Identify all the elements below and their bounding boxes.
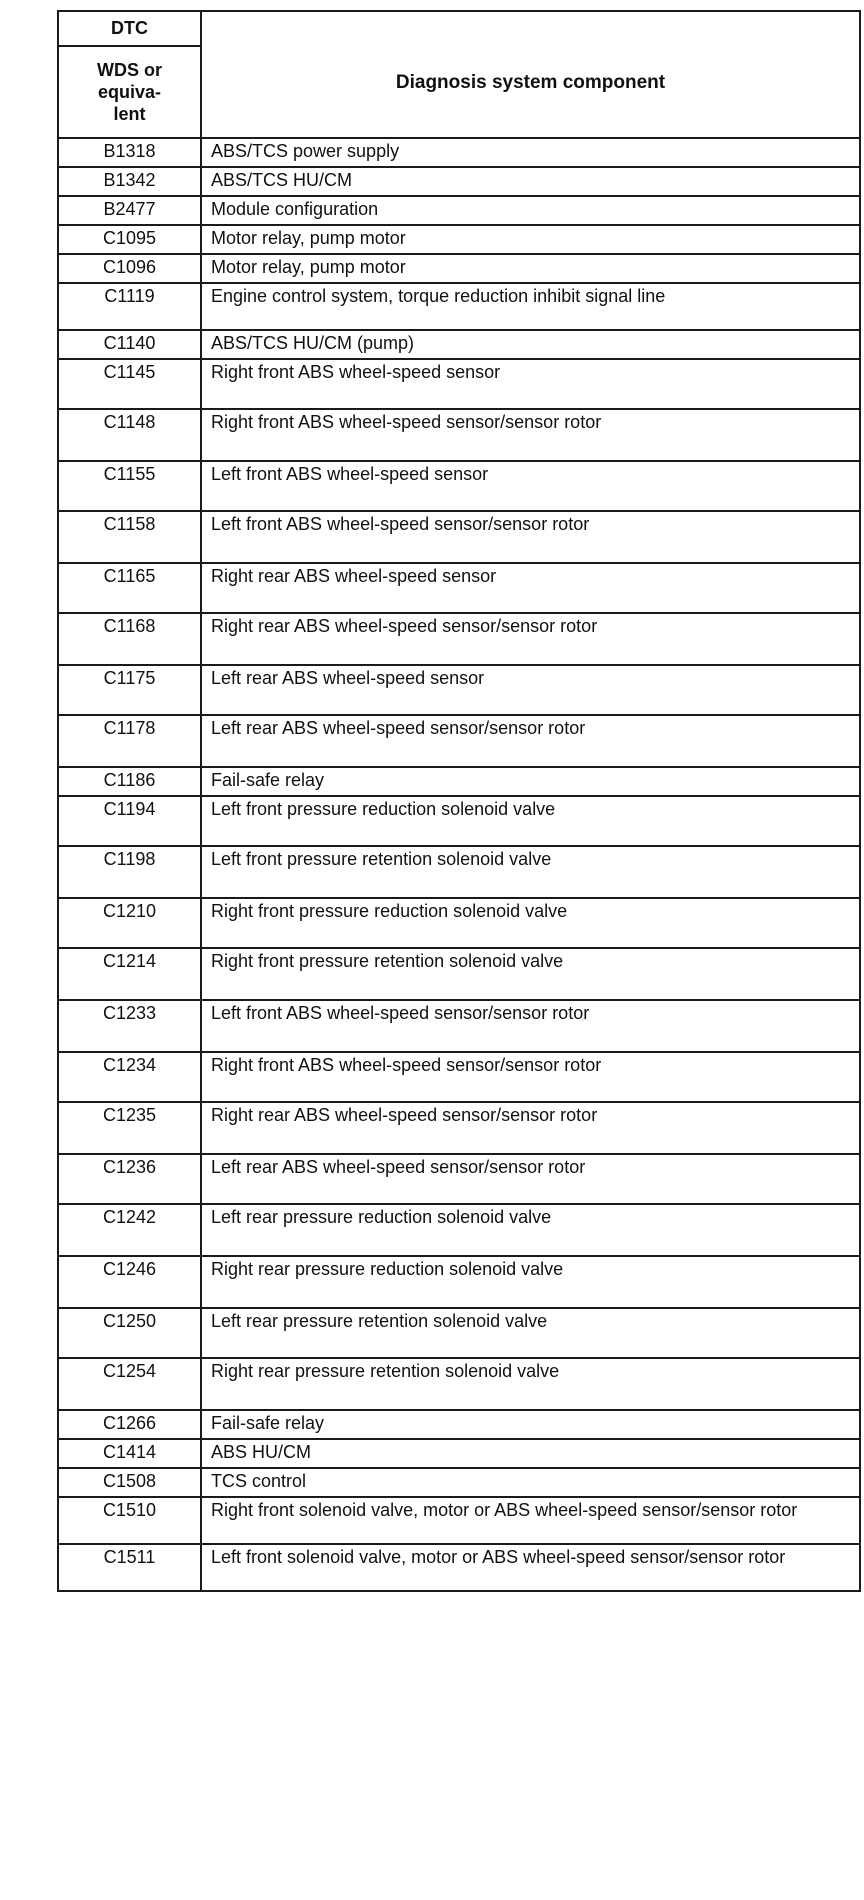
- component-desc: Left front ABS wheel-speed sensor/sensor rotor: [201, 511, 860, 563]
- component-desc: ABS/TCS HU/CM: [201, 167, 860, 196]
- dtc-code: C1140: [58, 330, 201, 359]
- dtc-code: C1198: [58, 846, 201, 898]
- dtc-code: C1508: [58, 1468, 201, 1497]
- component-desc: TCS control: [201, 1468, 860, 1497]
- table-row: [58, 846, 860, 898]
- dtc-code: B1318: [58, 138, 201, 167]
- table-row: [58, 1256, 860, 1308]
- table-row: [58, 167, 860, 196]
- table-row: [58, 898, 860, 948]
- table-row: [58, 1000, 860, 1052]
- component-desc: Right rear ABS wheel-speed sensor/sensor rotor: [201, 1102, 860, 1154]
- dtc-code: C1510: [58, 1497, 201, 1544]
- dtc-code: C1145: [58, 359, 201, 409]
- table-row: [58, 409, 860, 461]
- component-desc: Motor relay, pump motor: [201, 225, 860, 254]
- dtc-code: C1186: [58, 767, 201, 796]
- component-desc: Right front pressure retention solenoid valve: [201, 948, 860, 1000]
- dtc-code: C1096: [58, 254, 201, 283]
- table-row: [58, 1052, 860, 1102]
- header-row-dtc: [58, 11, 860, 46]
- dtc-code: C1236: [58, 1154, 201, 1204]
- dtc-code: B1342: [58, 167, 201, 196]
- dtc-code: C1250: [58, 1308, 201, 1358]
- table-row: [58, 1468, 860, 1497]
- table-row: [58, 1497, 860, 1544]
- component-desc: Left front pressure reduction solenoid valve: [201, 796, 860, 846]
- dtc-code: C1175: [58, 665, 201, 715]
- table-row: [58, 948, 860, 1000]
- component-desc: Right front solenoid valve, motor or ABS wheel-speed sensor/sensor rotor: [201, 1497, 860, 1544]
- table-row: [58, 138, 860, 167]
- table-row: [58, 330, 860, 359]
- component-desc: ABS/TCS power supply: [201, 138, 860, 167]
- table-row: [58, 1410, 860, 1439]
- dtc-table-container: [57, 10, 859, 1592]
- table-row: [58, 715, 860, 767]
- table-row: [58, 254, 860, 283]
- dtc-code: C1119: [58, 283, 201, 330]
- dtc-code: C1210: [58, 898, 201, 948]
- dtc-code: C1165: [58, 563, 201, 613]
- dtc-code: C1266: [58, 1410, 201, 1439]
- dtc-code: C1511: [58, 1544, 201, 1591]
- component-desc: Left rear ABS wheel-speed sensor: [201, 665, 860, 715]
- component-desc: Right rear pressure reduction solenoid valve: [201, 1256, 860, 1308]
- dtc-code: C1214: [58, 948, 201, 1000]
- dtc-code: C1414: [58, 1439, 201, 1468]
- table-row: [58, 613, 860, 665]
- dtc-code: C1148: [58, 409, 201, 461]
- dtc-code: B2477: [58, 196, 201, 225]
- dtc-code: C1194: [58, 796, 201, 846]
- header-dtc: DTC: [58, 11, 201, 46]
- table-row: [58, 1102, 860, 1154]
- table-row: [58, 511, 860, 563]
- header-wds-line: lent: [113, 104, 146, 124]
- dtc-code: C1155: [58, 461, 201, 511]
- dtc-code: C1178: [58, 715, 201, 767]
- table-row: [58, 767, 860, 796]
- table-row: [58, 563, 860, 613]
- table-row: [58, 283, 860, 330]
- dtc-code: C1095: [58, 225, 201, 254]
- dtc-code: C1158: [58, 511, 201, 563]
- dtc-code: C1168: [58, 613, 201, 665]
- component-desc: Engine control system, torque reduction inhibit signal line: [201, 283, 860, 330]
- dtc-code: C1235: [58, 1102, 201, 1154]
- table-row: [58, 461, 860, 511]
- dtc-code: C1234: [58, 1052, 201, 1102]
- component-desc: Module configuration: [201, 196, 860, 225]
- component-desc: Right front ABS wheel-speed sensor/sensor rotor: [201, 1052, 860, 1102]
- component-desc: Right front ABS wheel-speed sensor: [201, 359, 860, 409]
- component-desc: Left front ABS wheel-speed sensor: [201, 461, 860, 511]
- component-desc: Left front pressure retention solenoid valve: [201, 846, 860, 898]
- header-wds-line: WDS or: [97, 60, 162, 80]
- component-desc: Fail-safe relay: [201, 1410, 860, 1439]
- dtc-code: C1242: [58, 1204, 201, 1256]
- component-desc: Right rear ABS wheel-speed sensor: [201, 563, 860, 613]
- component-desc: Left front solenoid valve, motor or ABS wheel-speed sensor/sensor rotor: [201, 1544, 860, 1591]
- component-desc: Left rear ABS wheel-speed sensor/sensor rotor: [201, 1154, 860, 1204]
- component-desc: ABS HU/CM: [201, 1439, 860, 1468]
- table-row: [58, 359, 860, 409]
- header-component: Diagnosis system component: [201, 11, 860, 138]
- component-desc: Fail-safe relay: [201, 767, 860, 796]
- dtc-code: C1233: [58, 1000, 201, 1052]
- table-row: [58, 1308, 860, 1358]
- header-wds-line: equiva-: [97, 82, 162, 102]
- table-row: [58, 1439, 860, 1468]
- component-desc: Right rear pressure retention solenoid valve: [201, 1358, 860, 1410]
- component-desc: Left rear pressure reduction solenoid valve: [201, 1204, 860, 1256]
- component-desc: Left rear ABS wheel-speed sensor/sensor rotor: [201, 715, 860, 767]
- table-row: [58, 1544, 860, 1591]
- component-desc: Left front ABS wheel-speed sensor/sensor rotor: [201, 1000, 860, 1052]
- component-desc: Right front ABS wheel-speed sensor/sensor rotor: [201, 409, 860, 461]
- dtc-code: C1246: [58, 1256, 201, 1308]
- component-desc: Motor relay, pump motor: [201, 254, 860, 283]
- dtc-table: [57, 10, 861, 1592]
- table-row: [58, 1358, 860, 1410]
- table-row: [58, 1204, 860, 1256]
- component-desc: Right front pressure reduction solenoid valve: [201, 898, 860, 948]
- component-desc: ABS/TCS HU/CM (pump): [201, 330, 860, 359]
- component-desc: Right rear ABS wheel-speed sensor/sensor rotor: [201, 613, 860, 665]
- table-row: [58, 796, 860, 846]
- table-row: [58, 1154, 860, 1204]
- dtc-code: C1254: [58, 1358, 201, 1410]
- header-wds: [58, 46, 201, 138]
- table-row: [58, 225, 860, 254]
- table-row: [58, 196, 860, 225]
- table-row: [58, 665, 860, 715]
- component-desc: Left rear pressure retention solenoid valve: [201, 1308, 860, 1358]
